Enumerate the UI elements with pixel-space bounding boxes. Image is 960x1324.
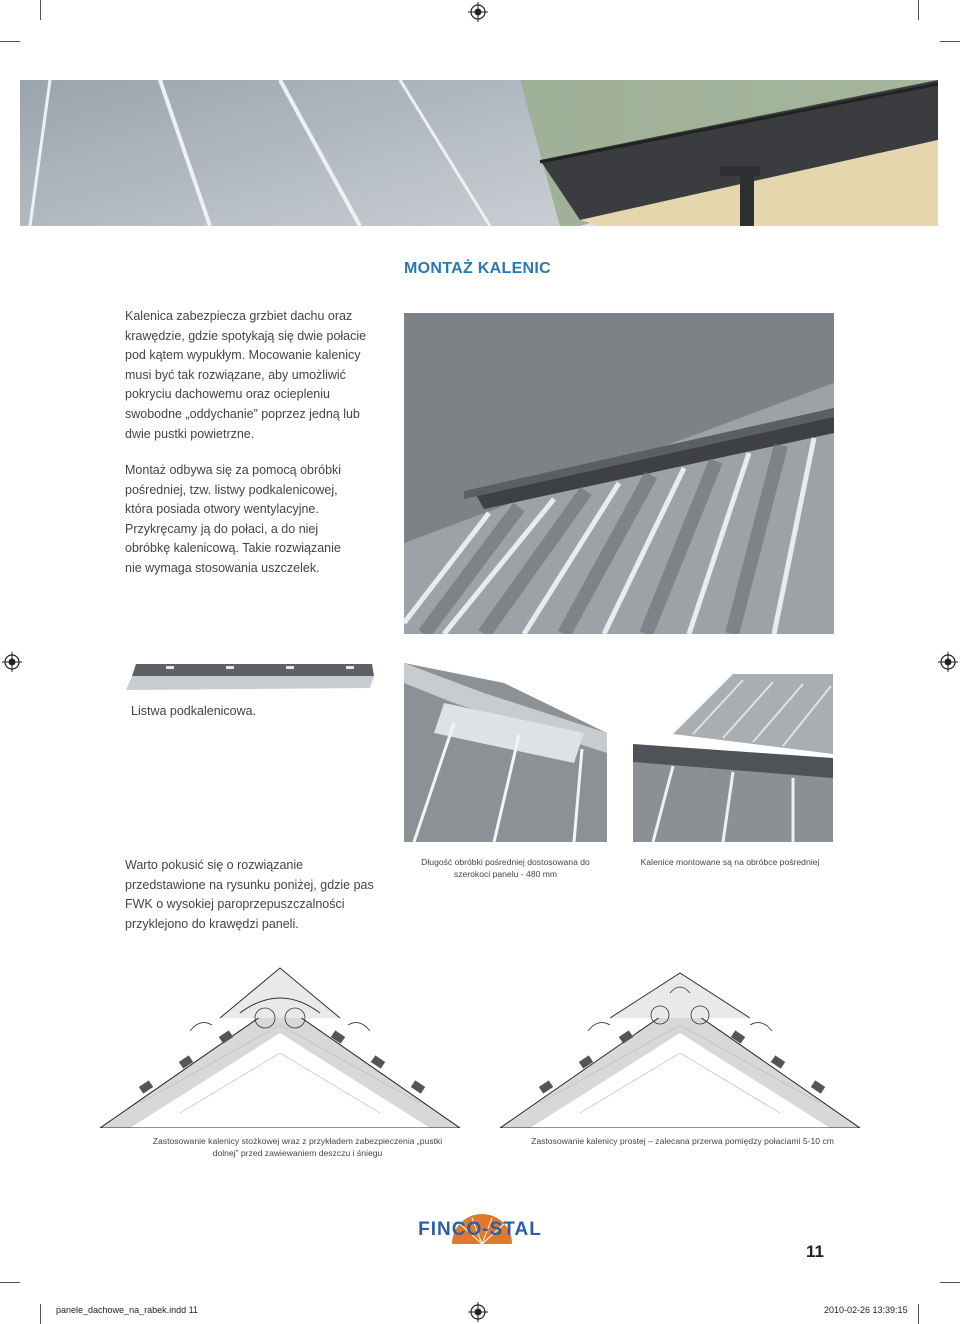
slug-timestamp: 2010-02-26 13:39:15 (824, 1305, 908, 1315)
slug-filename: panele_dachowe_na_rabek.indd 11 (56, 1305, 198, 1315)
page-title: MONTAŻ KALENIC (404, 260, 551, 277)
registration-mark-icon (468, 2, 488, 22)
crop-mark (940, 41, 960, 42)
registration-mark-icon (938, 652, 958, 672)
crop-mark (40, 0, 41, 20)
crop-mark (940, 1282, 960, 1283)
roof-banner-photo (20, 80, 938, 226)
middle-caption: Długość obróbki pośredniej dostosowana do szerokoci panelu - 480 mm (421, 857, 590, 879)
intermediate-flashing-photo (404, 663, 607, 842)
registration-mark-icon (468, 1302, 488, 1322)
diagram-right-caption: Zastosowanie kalenicy prostej – zalecana przerwa pomiędzy połaciami 5-10 cm (531, 1136, 834, 1146)
ridge-strip-image (126, 662, 376, 692)
strip-caption: Listwa podkalenicowa. (131, 704, 257, 718)
fwk-paragraph: Warto pokusić się o rozwiązanie przedstawione na rysunku poniżej, gdzie pas FWK o wysokiej paroprzepuszczalności przyklejono do krawędzi paneli. (125, 858, 374, 931)
crop-mark (918, 1304, 919, 1324)
diagram-left-caption: Zastosowanie kalenicy stożkowej wraz z przykładem zabezpieczenia „pustki dolnej” przed zawiewaniem deszczu i śniegu (152, 1136, 443, 1158)
straight-ridge-diagram (500, 963, 860, 1128)
registration-mark-icon (2, 652, 22, 672)
conical-ridge-diagram (100, 963, 460, 1128)
crop-mark (40, 1304, 41, 1324)
crop-mark (0, 1282, 20, 1283)
logo-text: FINCO-STAL (418, 1219, 542, 1240)
page-number: 11 (806, 1242, 824, 1261)
right-caption: Kalenice montowane są na obróbce pośredniej (640, 857, 820, 867)
crop-mark (0, 41, 20, 42)
intro-paragraph: Kalenica zabezpiecza grzbiet dachu oraz krawędzie, gdzie spotykają się dwie połacie pod kątem wypukłym. Mocowanie kalenicy musi być tak rozwiązane, aby umożliwić pokryciu dachowemu oraz ociepleniu swobodne „oddychanie” poprzez jedną lub dwie pustki powietrzne. (125, 309, 367, 441)
ridge-mounted-photo (633, 674, 833, 842)
ridge-vent-photo (404, 313, 834, 634)
finco-stal-logo (410, 1214, 550, 1246)
crop-mark (918, 0, 919, 20)
mounting-paragraph: Montaż odbywa się za pomocą obróbki pośredniej, tzw. listwy podkalenicowej, która posiada otwory wentylacyjne. Przykręcamy ją do połaci, a do niej obróbkę kalenicową. Takie rozwiązanie nie wymaga stosowania uszczelek. (125, 463, 342, 575)
